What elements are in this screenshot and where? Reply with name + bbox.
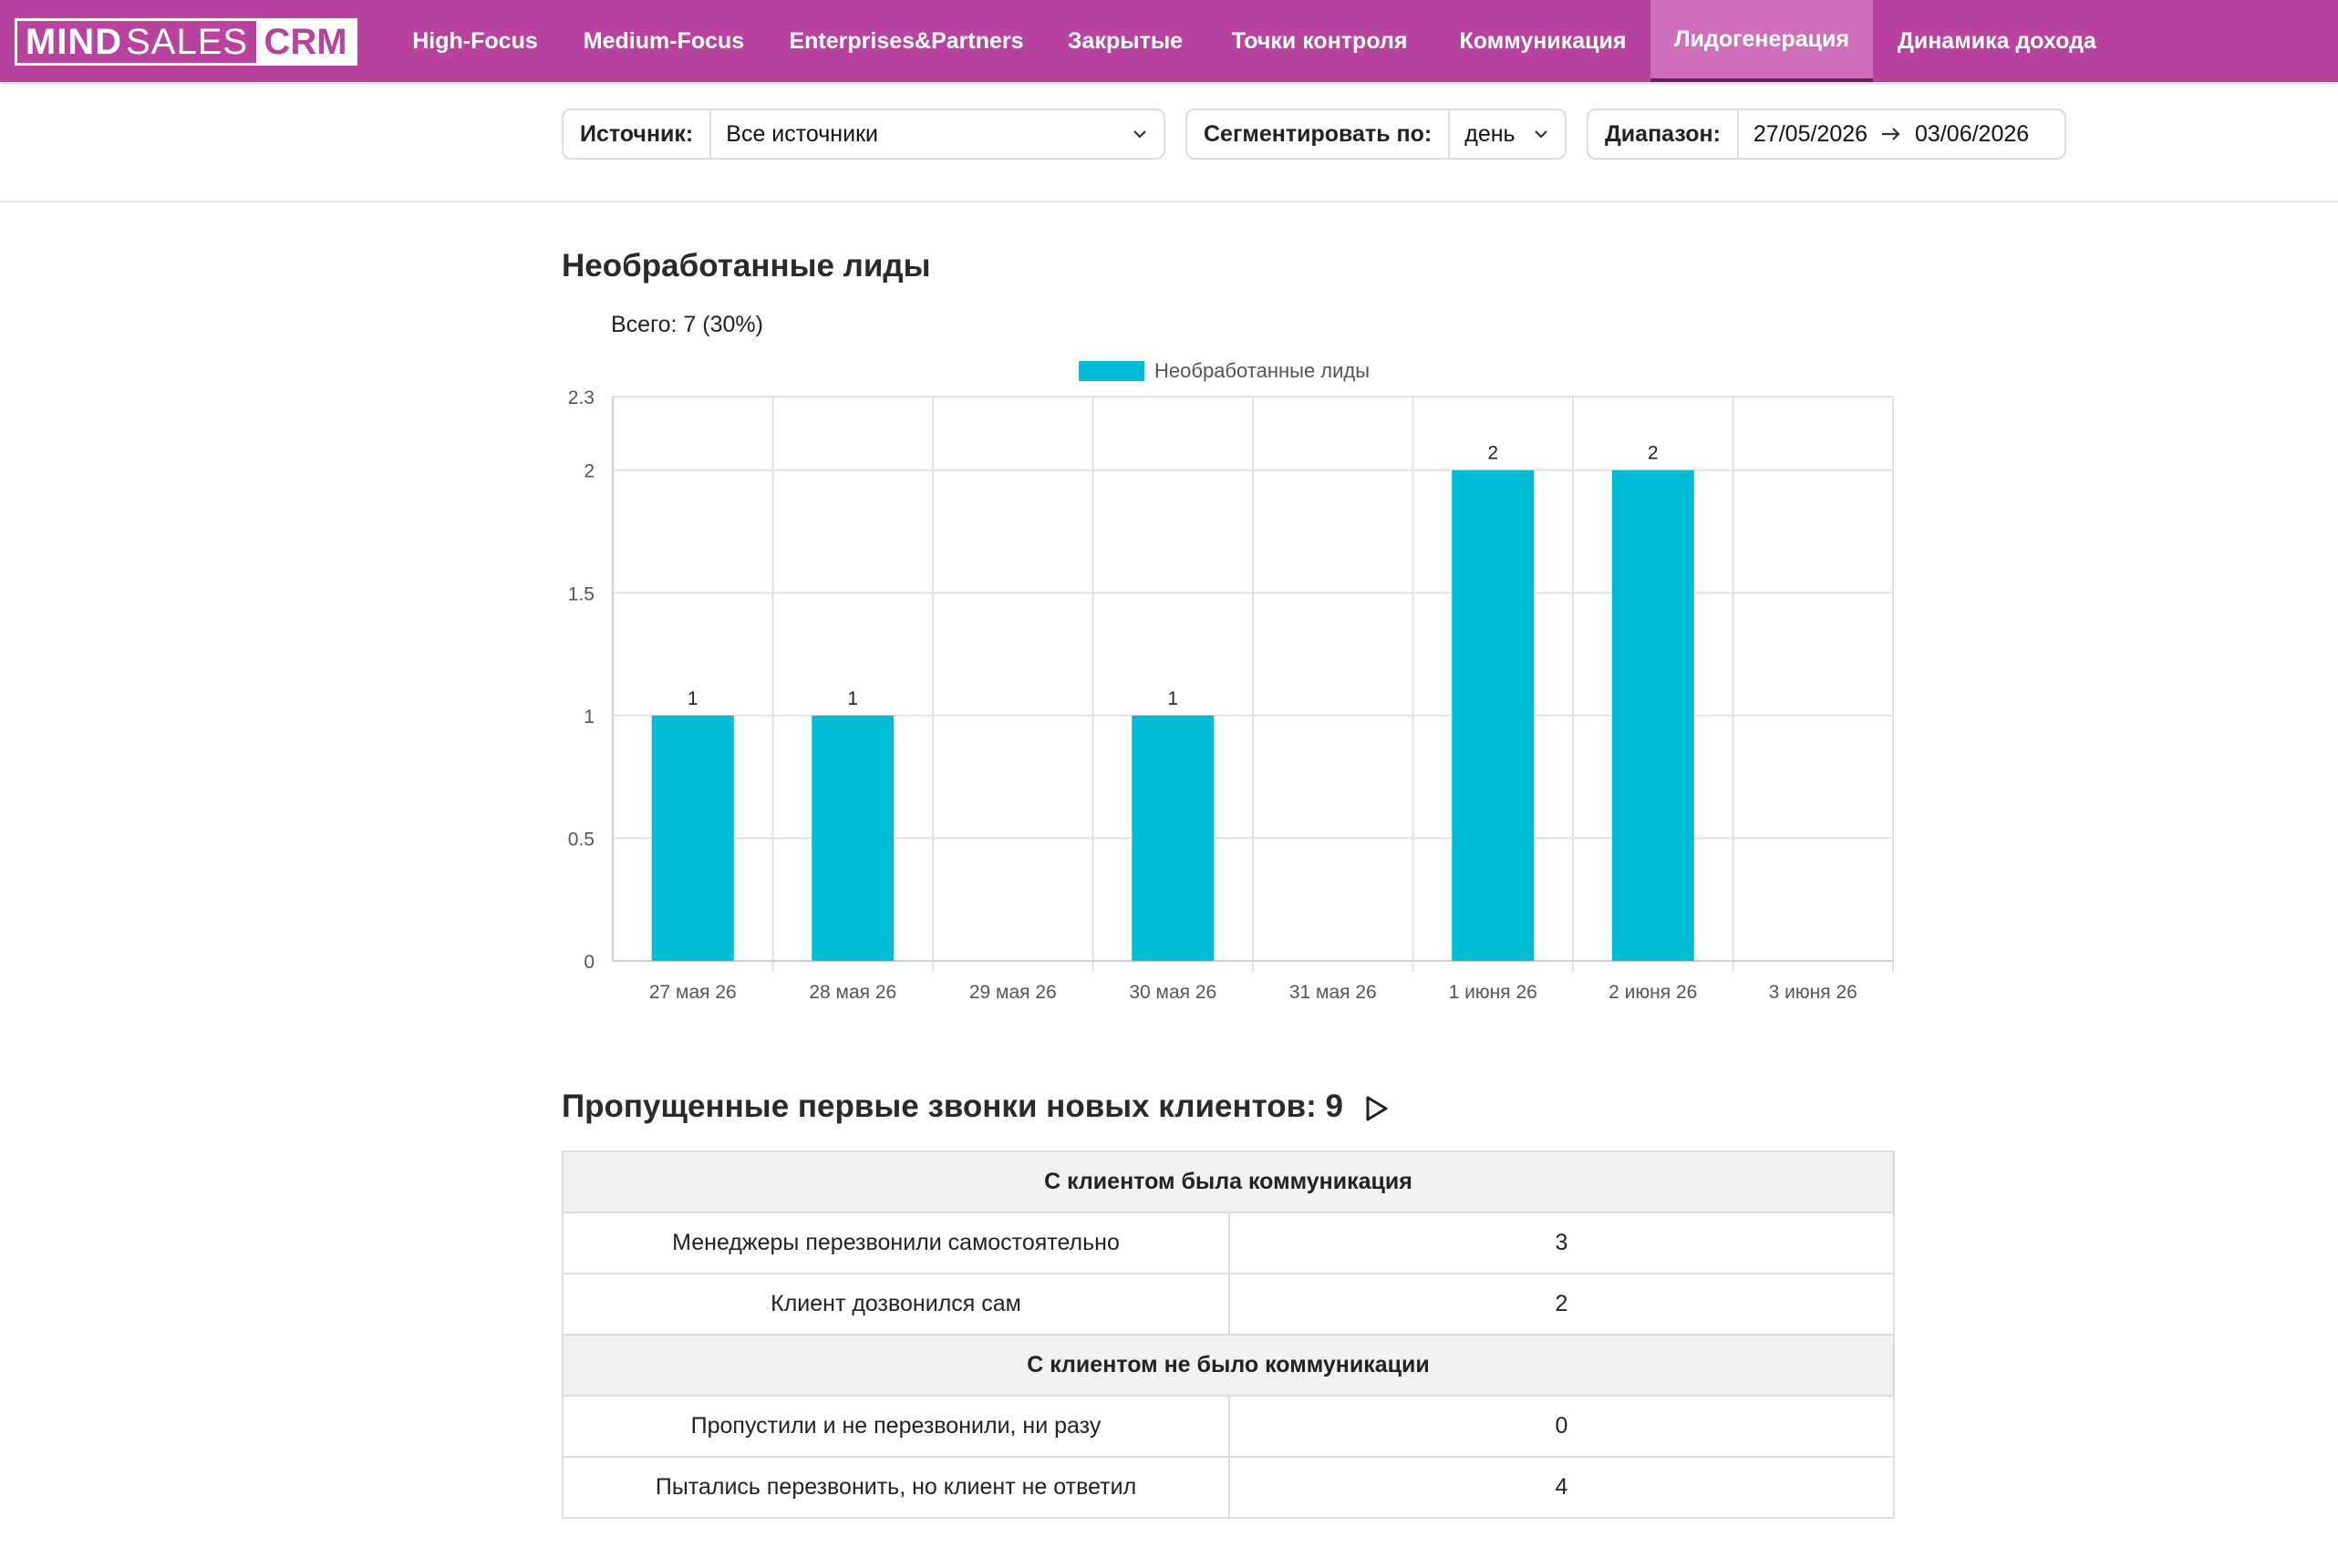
segment-select[interactable] [1450, 110, 1565, 158]
bar-data-label: 1 [847, 687, 859, 709]
legend-swatch [1079, 361, 1144, 381]
source-select[interactable] [711, 110, 1164, 158]
row-value: 4 [1229, 1457, 1894, 1518]
y-tick-label: 2.3 [567, 387, 595, 408]
table-row [563, 1274, 1894, 1335]
bar [1452, 470, 1534, 961]
range-filter [1587, 108, 2066, 160]
legend-label: Необработанные лиды [1154, 359, 1371, 382]
table-row [563, 1457, 1894, 1518]
bar-data-label: 2 [1487, 442, 1499, 464]
range-to-value[interactable]: 03/06/2026 [1915, 120, 2030, 147]
bar-data-label: 1 [1167, 687, 1179, 709]
x-tick-label: 2 июня 26 [1609, 982, 1698, 1003]
nav-tab-lead-generation[interactable]: Лидогенерация [1650, 0, 1873, 82]
y-tick-label: 0.5 [567, 829, 595, 851]
bar [812, 716, 894, 961]
x-tick-label: 29 мая 26 [968, 982, 1057, 1003]
segment-filter [1185, 108, 1567, 160]
x-tick-label: 28 мая 26 [809, 982, 897, 1003]
row-value: 0 [1229, 1396, 1894, 1457]
row-label: Клиент дозвонился сам [563, 1274, 1229, 1335]
top-navbar [0, 0, 2338, 82]
nav-tab-communication[interactable]: Коммуникация [1459, 27, 1627, 54]
source-filter-label: Источник: [564, 110, 711, 158]
brand-logo-badge: CRM [256, 21, 355, 63]
range-filter-label: Диапазон: [1588, 110, 1739, 158]
group-header-without-communication: С клиентом не было коммуникации [563, 1335, 1894, 1396]
unprocessed-leads-chart [547, 346, 1915, 1012]
source-select-value: Все источники [726, 120, 878, 147]
bar [1612, 470, 1694, 961]
missed-calls-table [562, 1150, 1895, 1519]
table-group-header [563, 1151, 1894, 1212]
x-tick-label: 27 мая 26 [648, 982, 737, 1003]
arrow-right-icon [1880, 125, 1902, 143]
nav-tab-high-focus[interactable]: High-Focus [412, 27, 538, 54]
x-tick-label: 31 мая 26 [1288, 982, 1377, 1003]
row-label: Менеджеры перезвонили самостоятельно [563, 1212, 1229, 1274]
brand-logo-text: MIND SALES [25, 21, 249, 62]
y-tick-label: 0 [584, 952, 595, 973]
nav-tab-control-points[interactable]: Точки контроля [1231, 27, 1408, 54]
table-row [563, 1396, 1894, 1457]
nav-tab-enterprises-partners[interactable]: Enterprises&Partners [789, 27, 1024, 54]
bar [652, 716, 734, 961]
row-label: Пропустили и не перезвонили, ни разу [563, 1396, 1229, 1457]
chevron-down-icon [1532, 125, 1550, 143]
source-filter [562, 108, 1165, 160]
y-tick-label: 1 [584, 706, 595, 727]
x-tick-label: 1 июня 26 [1448, 982, 1537, 1003]
filter-bar [0, 82, 2338, 202]
bar [1132, 716, 1214, 961]
unprocessed-leads-total: Всего: 7 (30%) [611, 312, 763, 337]
missed-calls-title-text: Пропущенные первые звонки новых клиентов: 9 [562, 1088, 1344, 1124]
bar-data-label: 1 [687, 687, 698, 709]
group-header-with-communication: С клиентом была коммуникация [563, 1151, 1894, 1212]
nav-tab-revenue-dynamics[interactable]: Динамика дохода [1898, 27, 2096, 54]
table-group-header [563, 1335, 1894, 1396]
segment-filter-label: Сегментировать по: [1187, 110, 1450, 158]
row-value: 3 [1229, 1212, 1894, 1274]
row-value: 2 [1229, 1274, 1894, 1335]
segment-select-value: день [1464, 120, 1516, 147]
row-label: Пытались перезвонить, но клиент не ответил [563, 1457, 1229, 1518]
nav-tab-medium-focus[interactable]: Medium-Focus [583, 27, 745, 54]
missed-calls-title [562, 1088, 1391, 1125]
date-range-picker[interactable] [1739, 110, 2064, 158]
x-tick-label: 30 мая 26 [1129, 982, 1217, 1003]
brand-logo[interactable] [15, 18, 357, 66]
table-row [563, 1212, 1894, 1274]
nav-tab-closed[interactable]: Закрытые [1067, 27, 1184, 54]
bar-data-label: 2 [1647, 442, 1659, 464]
y-tick-label: 2 [584, 460, 595, 482]
y-tick-label: 1.5 [567, 583, 595, 605]
range-from-value[interactable]: 27/05/2026 [1753, 120, 1868, 147]
play-icon[interactable] [1363, 1094, 1391, 1123]
unprocessed-leads-title: Необработанные лиды [562, 248, 931, 284]
x-tick-label: 3 июня 26 [1768, 982, 1857, 1003]
chevron-down-icon [1131, 125, 1149, 143]
